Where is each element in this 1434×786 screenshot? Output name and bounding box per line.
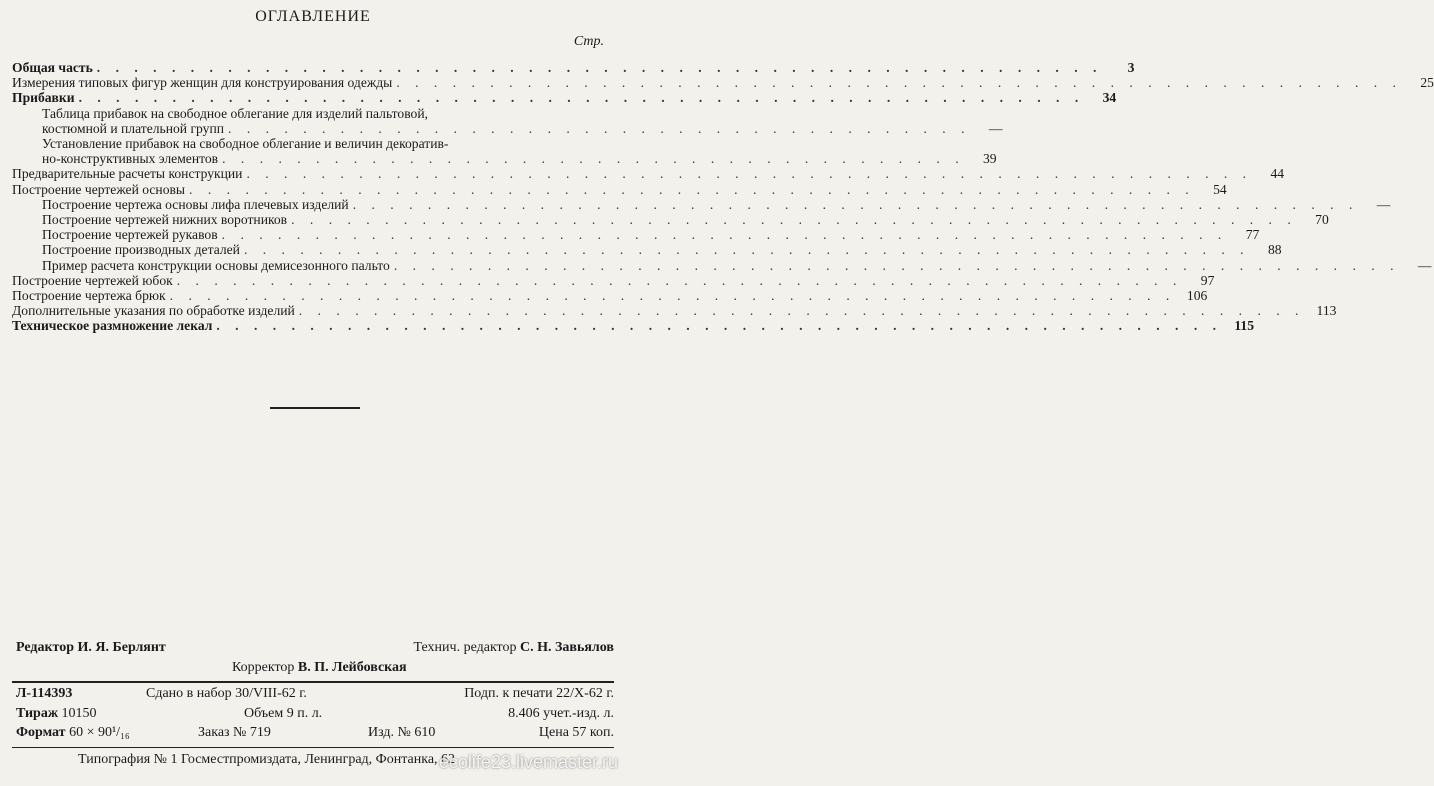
book-code: Л-114393 (16, 686, 73, 701)
toc-page-number: 97 (1200, 272, 1215, 288)
toc-page-number: 113 (1316, 303, 1337, 319)
dot-leader: . . . . . . . . . . . . . . . . . . . . . . . . . . . . . . . . . . . . . . . . . . . . . . . . . . . . . . (189, 181, 1195, 197)
toc-page-number: 3 (1127, 60, 1135, 75)
table-of-contents (12, 60, 1434, 334)
toc-entry (12, 75, 1434, 91)
page-column-label: Стр. (573, 34, 604, 49)
dot-leader: . . . . . . . . . . . . . . . . . . . . . . . . . . . . . . . . . . . . . . . . (222, 151, 965, 167)
toc-entry-text: Предварительные расчеты конструкции (12, 166, 243, 182)
toc-entry-text: Построение чертежей нижних воротников (42, 212, 288, 228)
toc-entry-text: Построение чертежей рукавов (42, 227, 218, 243)
dot-leader: . . . . . . . . . . . . . . . . . . . . . . . . . . . . . . . . . . . . . . . . . . . . . . . . . . . . . . (396, 75, 1402, 91)
toc-entry (12, 303, 1337, 319)
toc-entry (12, 105, 1003, 136)
format-label: Формат (16, 725, 66, 740)
uch-izd: 8.406 учет.-изд. л. (508, 706, 614, 721)
imprint-rule-top (12, 681, 614, 683)
toc-page-number: 106 (1186, 288, 1208, 304)
toc-entry-text: Построение чертежей юбок (12, 272, 173, 288)
dot-leader: . . . . . . . . . . . . . . . . . . . . . . . . . . . . . . . . . . . . . . . . . . . . . . . . . . . . . . (243, 242, 1250, 258)
dot-leader: . . . . . . . . . . . . . . . . . . . . . . . . . . . . . . . . . . . . . . . . . . . . . . . . . . . . . . (393, 257, 1400, 273)
format-value: 60 × 90¹/₁₆ (69, 725, 130, 740)
toc-entry-text: Общая часть (12, 60, 93, 75)
dot-leader: . . . . . . . . . . . . . . . . . . . . . . . . . . . . . . . . . . . . . . . . . . . . . . . . . . . . . . (246, 166, 1253, 182)
toc-entry (12, 181, 1227, 197)
toc-entry (12, 257, 1432, 273)
page-title: ОГЛАВЛЕНИЕ (255, 8, 371, 25)
toc-entry (12, 212, 1329, 228)
izd-number: Изд. № 610 (368, 725, 436, 740)
toc-page-number: — (988, 120, 1003, 136)
toc-entry-text: Построение чертежа брюк (12, 288, 166, 304)
sent-date: Сдано в набор 30/VIII-62 г. (146, 686, 307, 701)
toc-entry (12, 227, 1260, 243)
dot-leader: . . . . . . . . . . . . . . . . . . . . . . . . . . . . . . . . . . . . . . . . . . . . . . . . . . . . . . (96, 60, 1103, 75)
toc-entry (12, 318, 1255, 334)
toc-page-number: 39 (983, 151, 997, 167)
toc-entry-text: Измерения типовых фигур женщин для конструирования одежды (12, 75, 393, 91)
watermark-text: ecolife23.livemaster.ru (438, 752, 618, 772)
tech-editor-name: С. Н. Завьялов (520, 640, 614, 655)
order-number: Заказ № 719 (198, 725, 271, 740)
toc-entry (12, 288, 1208, 304)
toc-entry-text: Построение чертежа основы лифа плечевых изделий (42, 196, 349, 212)
separator-line (270, 407, 360, 409)
toc-entry-text: Пример расчета конструкции основы демисезонного пальто (42, 257, 390, 273)
toc-entry (12, 272, 1215, 288)
toc-page-number: — (1417, 257, 1432, 273)
dot-leader: . . . . . . . . . . . . . . . . . . . . . . . . . . . . . . . . . . . . . . . . . . . . . . . . . . . . . . (221, 227, 1228, 243)
volume: Объем 9 п. л. (244, 706, 323, 721)
toc-entry (12, 166, 1285, 182)
dot-leader: . . . . . . . . . . . . . . . . . . . . . . . . . . . . . . . . . . . . . . . . . . . . . . . . . . . . . . (78, 90, 1085, 106)
toc-page-number: — (1376, 196, 1391, 212)
toc-page-number: 25 (1420, 75, 1434, 91)
tirazh-label: Тираж (16, 706, 58, 721)
tech-editor-label: Технич. редактор (413, 640, 517, 655)
toc-entry-text: Построение производных деталей (42, 242, 240, 258)
toc-entry (12, 90, 1117, 106)
toc-page-number: 88 (1267, 242, 1282, 258)
toc-entry-text: Установление прибавок на свободное облегание и величин декоратив- (42, 136, 449, 152)
signed-date: Подп. к печати 22/X-62 г. (464, 686, 614, 701)
toc-page-number: 54 (1213, 181, 1227, 197)
toc-entry-text: Техническое размножение лекал (12, 318, 213, 334)
toc-entry (12, 242, 1282, 258)
price: Цена 57 коп. (538, 725, 614, 740)
toc-entry-text: Таблица прибавок на свободное облегание для изделий пальтовой, (42, 105, 428, 121)
toc-entry-text-cont: но-конструктивных элементов (42, 151, 219, 167)
imprint-rule-bottom (12, 747, 614, 748)
toc-page-number: 77 (1245, 227, 1260, 243)
dot-leader: . . . . . . . . . . . . . . . . . . . . . . . . . . . . . . . . . . . . . . . . . . . . . . . . . . . . . . (291, 212, 1297, 228)
corrector-label: Корректор (232, 660, 295, 675)
toc-entry (12, 136, 997, 167)
toc-page-number: 70 (1315, 212, 1329, 228)
dot-leader: . . . . . . . . . . . . . . . . . . . . . . . . . . . . . . . . . . . . . . . . . . . . . . . . . . . . . . (176, 272, 1183, 288)
tirazh-value: 10150 (61, 706, 97, 721)
corrector-name: В. П. Лейбовская (297, 660, 407, 675)
dot-leader: . . . . . . . . . . . . . . . . . . . . . . . . . . . . . . . . . . . . . . . . . . . . . . . . . . . . . . (352, 196, 1359, 212)
toc-entry-text-cont: костюмной и плательной групп (42, 120, 225, 136)
dot-leader: . . . . . . . . . . . . . . . . . . . . . . . . . . . . . . . . . . . . . . . . . . . . . . . . . . . . . . (298, 303, 1305, 319)
dot-leader: . . . . . . . . . . . . . . . . . . . . . . . . . . . . . . . . . . . . . . . . . . . . . . . . . . . . . . (169, 288, 1176, 304)
toc-page-number: 115 (1234, 318, 1255, 334)
toc-entry-text: Прибавки (12, 90, 75, 106)
toc-entry (12, 196, 1391, 212)
toc-page-number: 34 (1102, 90, 1117, 106)
toc-page-number: 44 (1270, 166, 1285, 182)
printer-line: Типография № 1 Госместпромиздата, Ленинград, Фонтанка, 62 (78, 752, 456, 767)
toc-entry-text: Дополнительные указания по обработке изделий (12, 303, 295, 319)
dot-leader: . . . . . . . . . . . . . . . . . . . . . . . . . . . . . . . . . . . . . . . . (228, 120, 971, 136)
editor-label: Редактор (16, 640, 75, 655)
toc-entry (12, 60, 1135, 75)
dot-leader: . . . . . . . . . . . . . . . . . . . . . . . . . . . . . . . . . . . . . . . . . . . . . . . . . . . . . . (216, 318, 1223, 334)
editor-name: И. Я. Берлянт (77, 640, 166, 655)
toc-entry-text: Построение чертежей основы (12, 181, 186, 197)
